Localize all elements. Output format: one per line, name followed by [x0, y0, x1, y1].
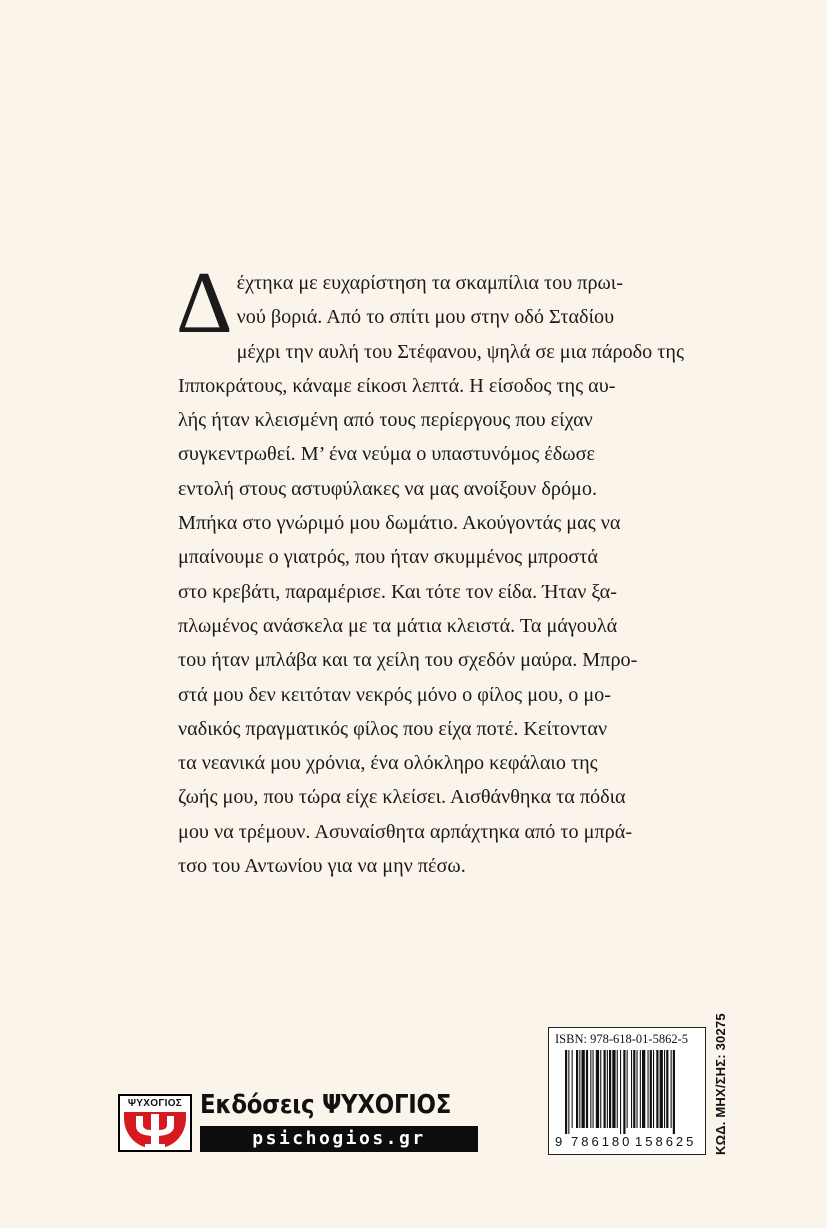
- excerpt-line: μου να τρέμουν. Ασυναίσθητα αρπάχτηκα από το μπρά-: [178, 820, 633, 843]
- barcode-bar: [637, 1050, 638, 1128]
- barcode-bar: [673, 1050, 675, 1134]
- barcode-bar: [642, 1050, 645, 1128]
- barcode-bar: [590, 1050, 591, 1128]
- excerpt-line: συγκεντρωθεί. Μ’ ένα νεύμα ο υπαστυνόμος έδωσε: [178, 443, 595, 466]
- barcode-bar: [572, 1050, 573, 1128]
- excerpt-line: έχτηκα με ευχαρίστηση τα σκαμπίλια του πρωι-: [236, 272, 623, 294]
- barcode-bar: [620, 1050, 621, 1134]
- barcode-bar: [617, 1050, 618, 1128]
- barcode-bar: [604, 1050, 606, 1128]
- barcode-bar: [593, 1050, 594, 1128]
- barcode-bar: [609, 1050, 611, 1128]
- excerpt-line: τα νεανικά μου χρόνια, ένα ολόκληρο κεφάλαιο της: [178, 752, 598, 775]
- excerpt-line: νού βοριά. Από το σπίτι μου στην οδό Σταδίου: [236, 306, 615, 329]
- excerpt-line: τσο του Αντωνίου για να μην πέσω.: [178, 855, 466, 878]
- publisher-url: psichogios.gr: [200, 1126, 478, 1152]
- excerpt-line: μέχρι την αυλή του Στέφανου, ψηλά σε μια πάροδο της: [236, 340, 684, 363]
- barcode-bar: [648, 1050, 649, 1128]
- excerpt-line: στά μου δεν κειτόταν νεκρός μόνο ο φίλος μου, ο μο-: [178, 683, 611, 706]
- back-cover-excerpt: [176, 255, 684, 883]
- publisher-mark: [118, 1094, 192, 1152]
- barcode-bar: [586, 1050, 588, 1128]
- barcode-digit-first: 9: [555, 1134, 563, 1149]
- excerpt-line: λής ήταν κλεισμένη από τους περίεργους που είχαν: [178, 409, 593, 432]
- publisher-mark-word: ΨΥΧΟΓΙΟΣ: [127, 1098, 183, 1109]
- barcode-bar: [666, 1050, 668, 1128]
- isbn-label: ISBN: 978-618-01-5862-5: [555, 1032, 688, 1046]
- excerpt-line: στο κρεβάτι, παραμέρισε. Και τότε τον είδα. Ήταν ξα-: [178, 580, 617, 603]
- psi-icon: [124, 1110, 186, 1150]
- barcode-bar: [600, 1050, 601, 1128]
- excerpt-line: ζωής μου, που τώρα είχε κλείσει. Αισθάνθηκα τα πόδια: [178, 786, 626, 809]
- barcode-bar: [612, 1050, 615, 1128]
- publisher-name: Εκδόσεις ΨΥΧΟΓΙΟΣ: [200, 1090, 452, 1120]
- barcode-bar: [565, 1050, 567, 1134]
- product-code: ΚΩΔ. ΜΗΧ/ΣΗΣ: 30275: [713, 1013, 728, 1155]
- barcode-bar: [633, 1050, 635, 1128]
- barcode-bar: [582, 1050, 585, 1128]
- isbn-barcode: [548, 1027, 706, 1155]
- excerpt-line: μπαίνουμε ο γιατρός, που ήταν σκυμμένος μπροστά: [178, 546, 598, 569]
- barcode-bar: [607, 1050, 608, 1128]
- excerpt-line: εντολή στους αστυφύλακες να μας ανοίξουν δρόμο.: [178, 477, 597, 500]
- barcode-bar: [656, 1050, 658, 1128]
- barcode-bar: [664, 1050, 665, 1128]
- barcode-bar: [671, 1050, 672, 1128]
- barcode-bar: [653, 1050, 654, 1128]
- barcode-bar: [596, 1050, 599, 1128]
- drop-cap: Δ: [176, 255, 233, 352]
- barcode-bar: [631, 1050, 632, 1128]
- barcode-bar: [660, 1050, 663, 1128]
- excerpt-line: Μπήκα στο γνώριμό μου δωμάτιο. Ακούγοντάς μας να: [178, 512, 621, 535]
- barcode-bar: [640, 1050, 641, 1128]
- barcode-bar: [623, 1050, 625, 1134]
- barcode-bars: [555, 1050, 701, 1134]
- barcode-digits-right: 158625: [635, 1134, 697, 1149]
- barcode-bar: [627, 1050, 628, 1128]
- excerpt-line: ναδικός πραγματικός φίλος που είχα ποτέ. Κείτονταν: [178, 717, 608, 740]
- barcode-bar: [568, 1050, 569, 1134]
- barcode-digits-left: 786180: [571, 1134, 633, 1149]
- publisher-logo: [118, 1090, 478, 1152]
- barcode-bar: [650, 1050, 652, 1128]
- excerpt-line: του ήταν μπλάβα και τα χείλη του σχεδόν μαύρα. Μπρο-: [178, 649, 638, 672]
- excerpt-line: πλωμένος ανάσκελα με τα μάτια κλειστά. Τα μάγουλά: [178, 614, 618, 637]
- barcode-bar: [576, 1050, 578, 1128]
- excerpt-line: Ιπποκράτους, κάναμε είκοσι λεπτά. Η είσοδος της αυ-: [178, 374, 616, 397]
- barcode-bar: [579, 1050, 580, 1128]
